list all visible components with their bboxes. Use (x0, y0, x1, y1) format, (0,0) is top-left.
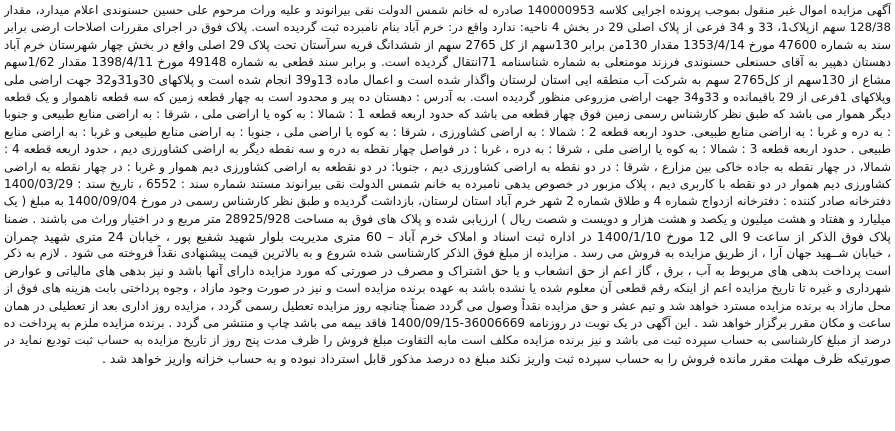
notice-line: مشاع از 130سهم از کل2765 سهم به شرکت آب منطقه ایی استان لرستان واگذار شده است و اعمال ماده 13و39 انجام شده است و پلاکهای 30و31و32 جهت اراضی ملی (4, 72, 891, 87)
notice-line: طبیعی . حدود اربعه قطعه 3 : شمالا : به کوه یا اراضی ملی ، شرقا : به دره ، غربا : در فواصل چهار نقطه به دره و سه نقطه دیگر به اراضی کشاورزی دیم ، حدود اربعه قطعه 4 : (4, 142, 891, 157)
notice-line: ساعت و مکان مقرر برگزار خواهد شد . این آگهی در یک نوبت در روزنامه 36006669-1400/09/15 فاقد بیمه می باشد چاپ و منتشر می گردد . برنده مزایده ملزم به پرداخت ده (4, 316, 891, 331)
notice-line: محل مازاد به برنده مزایده مسترد خواهد شد و تیم عشر و حق مزایده نقداً وصول می گردد ضمناً چنانچه روز مزایده تعطیل رسمی گردد ، مزایده روز اداری بعد از تعطیلی در همان (4, 298, 891, 313)
notice-line: پلاک فوق الذکر از ساعت 9 الی 12 مورخ 1400/1/10 در اداره ثبت اسناد و املاک خرم آباد – 60 متری مدیریت بلوار شهید شفیع پور ، خیابان 24 متری شهید چمران (4, 229, 891, 245)
notice-line: دیگر هموار می باشد که طبق نظر کارشناس رسمی زمین فوق چهار قطعه می باشد که حدود اربعه قطعه 1 : شمالا : به کوه یا اراضی ملی ، شرقا : به اراضی منابع طبیعی و جنوبا (4, 107, 891, 122)
notice-line: ، خیابان شــهید جهان آرا ، از طریق مزایده به فروش می رسد . مزایده از مبلغ فوق الذکر کارشناسی شده شروع و به بالاترین قیمت پیشنهادی نقداً فروخته می شود . لازم به ذکر (4, 246, 891, 261)
notice-line: 128/38 سهم ازپلاک1، 33 و 34 فرعی از پلاک اصلی 29 در بخش 4 ناحیه: ندارد واقع در: خرم آباد بنام نامبرده ثبت گردیده است. پلاک فوق در اجرای مقررات اصلاحات ارضی برابر (4, 20, 891, 35)
notice-line: است پرداخت بدهی های مربوط به آب ، برق ، گاز اعم از حق انشعاب و یا حق اشتراک و مصرف در صورتی که مورد مزایده دارای آنها باشد و نیز بدهی های مالیاتی و عوارض (4, 263, 891, 278)
notice-line: سند به شماره 47600 مورخ 1353/4/14 مقدار 130من برابر 130سهم از کل 2765 سهم از ششدانگ قریه سرآستان تحت پلاک 29 اصلی واقع در بخش چهار شهرستان خرم آباد (4, 37, 891, 52)
notice-line: آگهی مزایده اموال غیر منقول بموجب پرونده اجرایی کلاسه 140000953 صادره له خانم شمس الدولت نقی بیرانوند و علیه وراث مرحوم علی حسین حسنوندی اعلام میدارد، مقدار (4, 3, 891, 17)
notice-line: میلیارد و هفتاد و هشت میلیون و یکصد و هشت هزار و دویست و شصت ریال ) ارزیابی شده و پلاک های فوق به مساحت 28925/928 متر مربع و در اختیار وراث می باشند . ضمنا (4, 211, 891, 226)
notice-line-last: صورتیکه ظرف مهلت مقرر مانده فروش را به حساب سپرده ثبت واریز نکند مبلغ ده درصد مذکور قابل استرداد نبوده و به حساب خزانه واریز خواهد شد . (101, 350, 891, 366)
notice-line: : به دره و غربا : به اراضی منابع طبیعی. حدود اربعه قطعه 2 : شمالا : به اراضی کشاورزی ، شرقا : به کوه یا اراضی ملی ، جنوبا : به اراضی منابع طبیعی و غربا : به اراضی منابع (4, 124, 891, 139)
notice-line: دفترخانه صادر کننده : دفترخانه ازدواج شماره 4 و طلاق شماره 2 شهر خرم آباد استان لرستان، بازداشت گردیده و طبق نظر کارشناس رسمی در مورخ 1400/09/04 به مبلغ ( یک (4, 194, 891, 209)
notice-line: شهرداری و غیره تا تاریخ مزایده اعم از اینکه رقم قطعی آن معلوم شده یا نشده باشد به عهده برنده مزایده است و نیز در صورت وجود مازاد ، وجوه پرداختی بابت هزینه های فوق از (4, 281, 891, 296)
notice-line: شمالا، در چهار نقطه به جاده خاکی بین مزارع ، شرقا : در دو نقطه به اراضی کشاورزی دیم ، جنوبا: در دو نقطعه به اراضی کشاورزی دیم هموار و غربا : در چهار نقطه به اراضی (4, 159, 891, 174)
notice-line: دهستان دهپیر به آقای حسنعلی حسنوندی فرزند مومنعلی به شماره شناسنامه 71انتقال گردیده است. و برابر سند قطعی به شماره 49148 مورخ 1398/4/11 مقدار 1/62سهم (4, 55, 891, 70)
notice-line: کشاورزی دیم هموار در دو نقطه با کاربری دیم ، پلاک مزبور در خصوص بدهی نامبرده به خانم شمس الدولت نقی بیرانوند مستند شماره سند : 6552 ، تاریخ سند : 1400/03/29 (4, 176, 891, 191)
notice-line: درصد از مبلغ کارشناسی به حساب سپرده ثبت می باشد و نیز برنده مزایده مکلف است مابه التفاوت مبلغ فروش را ظرف مدت پنج روز از تاریخ مزایده به حساب ثبت تودیع نماید در (4, 333, 891, 348)
notice-line: وپلاکهای 1فرعی از 29 باقیمانده و 33و34 جهت اراضی مزروعی منظور گردیده است. به آدرس : دهستان ده پیر و محدود است به چهار قطعه زمین که سه قطعه ناهموار و یک قطعه (4, 89, 891, 104)
